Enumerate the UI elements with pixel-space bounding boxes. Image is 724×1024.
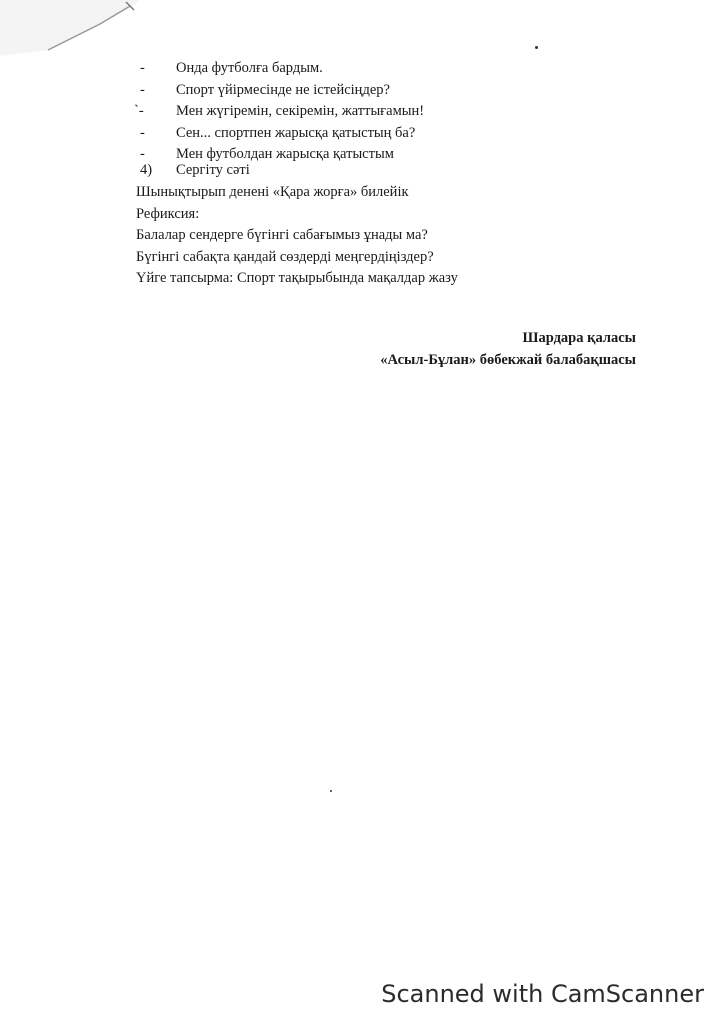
scan-speck [535, 46, 538, 49]
body-text [136, 182, 458, 290]
reflection-label: Рефиксия: [136, 205, 200, 222]
dialogue-text: Сен... спортпен жарысқа қатыстың ба? [176, 124, 416, 141]
list-marker: `- [134, 103, 144, 119]
signature-city: Шардара қаласы [522, 330, 636, 346]
list-marker: - [140, 146, 145, 162]
scan-speck [330, 790, 332, 792]
list-marker: - [140, 60, 145, 76]
dialogue-text: Спорт үйірмесінде не істейсіңдер? [176, 81, 390, 98]
page-corner-fold [0, 0, 140, 70]
signature-block [380, 327, 636, 371]
list-marker: - [140, 81, 145, 98]
signature-institution: «Асыл-Бұлан» бөбекжай балабақшасы [380, 352, 636, 368]
dialogue-text: Мен футболдан жарысқа қатыстым [176, 146, 394, 162]
body-line: Балалар сендерге бүгінгі сабағымыз ұнады ма? [136, 227, 428, 243]
body-line: Шынықтырып денені «Қара жорға» билейік [136, 184, 409, 200]
section-title: Сергіту сәті [176, 162, 250, 178]
homework-line: Үйге тапсырма: Спорт тақырыбында мақалдар жазу [136, 270, 458, 286]
scanner-watermark: Scanned with CamScanner [381, 980, 704, 1008]
section-number: 4) [140, 162, 153, 178]
dialogue-text: Мен жүгіремін, секіремін, жаттығамын! [176, 103, 425, 119]
list-marker: - [140, 124, 145, 141]
body-line: Бүгінгі сабақта қандай сөздерді меңгердіңіздер? [136, 248, 434, 265]
dialogue-text: Онда футболға бардым. [176, 60, 323, 76]
